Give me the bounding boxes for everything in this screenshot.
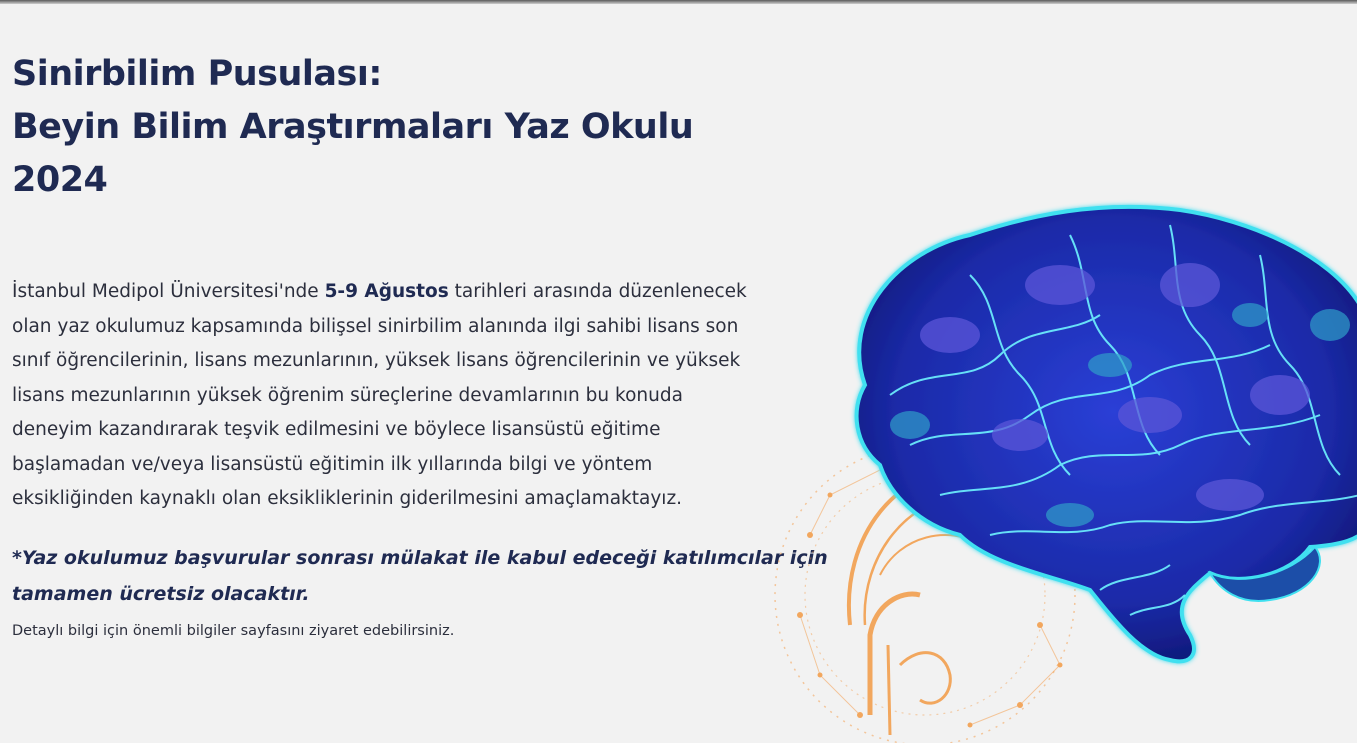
description-text: tarihleri arasında düzenlenecek (448, 281, 747, 302)
description-line: eksikliğinden kaynaklı olan eksikliklerinin giderilmesini amaçlamaktayız. (12, 488, 683, 509)
note-line-2: tamamen ücretsiz olacaktır. (12, 583, 310, 605)
brain-illustration (770, 195, 1357, 743)
window-top-edge (0, 0, 1357, 4)
title-line-2: Beyin Bilim Araştırmaları Yaz Okulu (12, 107, 694, 147)
free-of-charge-note (12, 540, 852, 612)
description-line: olan yaz okulumuz kapsamında bilişsel sinirbilim alanında ilgi sahibi lisans son (12, 315, 739, 337)
description-line: lisans mezunlarının yüksek öğrenim süreçlerine devamlarının bu konuda (12, 384, 683, 406)
description-line: sınıf öğrencilerinin, lisans mezunlarının, yüksek lisans öğrencilerinin ve yüksek (12, 350, 741, 371)
description-paragraph (12, 275, 852, 517)
description-line: başlamadan ve/veya lisansüstü eğitimin ilk yıllarında bilgi ve yöntem (12, 453, 653, 475)
description-line-1 (12, 275, 852, 310)
info-text: Detaylı bilgi için önemli bilgiler sayfasını ziyaret edebilirsiniz. (12, 623, 455, 639)
title-line-1: Sinirbilim Pusulası: (12, 54, 382, 94)
page-title (12, 48, 693, 207)
title-line-3: 2024 (12, 160, 108, 200)
date-highlight: 5-9 Ağustos (324, 281, 449, 302)
neon-brain-icon (857, 207, 1357, 661)
description-text: İstanbul Medipol Üniversitesi'nde (12, 281, 325, 302)
description-line: deneyim kazandırarak teşvik edilmesini ve böylece lisansüstü eğitime (12, 419, 661, 440)
note-line-1: *Yaz okulumuz başvurular sonrası mülakat ile kabul edeceği katılımcılar için (12, 547, 828, 569)
